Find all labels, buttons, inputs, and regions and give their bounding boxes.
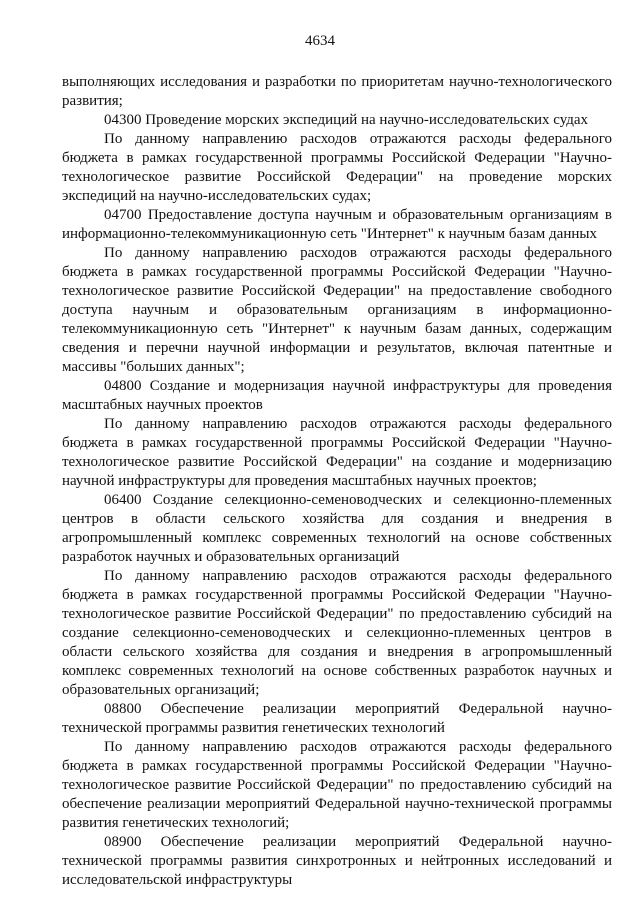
expense-code-04300: 04300 Проведение морских экспедиций на научно-исследовательских судах (104, 112, 589, 128)
expense-code-08800: 08800 Обеспечение реализации мероприятий Федеральной научно-технической программы развития генетических технологий (62, 701, 612, 736)
expense-description-06400: По данному направлению расходов отражаются расходы федерального бюджета в рамках государственной программы Российской Федерации "Научно-технологическое развитие Российской Федерации" по предоставлению субсидий на создание селекционно-семеноводческих и селекционно-племенных центров в области сельского хозяйства для создания и внедрения в агропромышленный комплекс современных технологий на основе собственных разработок научных и образовательных организаций; (62, 568, 612, 698)
expense-description-04300: По данному направлению расходов отражаются расходы федерального бюджета в рамках государственной программы Российской Федерации "Научно-технологическое развитие Российской Федерации" на проведение морских экспедиций на научно-исследовательских судах; (62, 131, 612, 204)
expense-description-04800: По данному направлению расходов отражаются расходы федерального бюджета в рамках государственной программы Российской Федерации "Научно-технологическое развитие Российской Федерации" на создание и модернизацию научной инфраструктуры для проведения масштабных научных проектов; (62, 416, 612, 489)
expense-code-04700: 04700 Предоставление доступа научным и образовательным организациям в информационно-телекоммуникационную сеть "Интернет" к научным базам данных (62, 207, 612, 242)
document-body (62, 73, 612, 890)
expense-code-04800: 04800 Создание и модернизация научной инфраструктуры для проведения масштабных научных проектов (62, 378, 612, 413)
page-number: 4634 (305, 33, 335, 49)
expense-description-04700: По данному направлению расходов отражаются расходы федерального бюджета в рамках государственной программы Российской Федерации "Научно-технологическое развитие Российской Федерации" на предоставление свободного доступа научным и образовательным организациям в информационно-телекоммуникационную сеть "Интернет" к научным базам данных, содержащим сведения и перечни научной информации и результатов, включая патентные и массивы "больших данных"; (62, 245, 612, 375)
expense-code-06400: 06400 Создание селекционно-семеноводческих и селекционно-племенных центров в области сельского хозяйства для создания и внедрения в агропромышленный комплекс современных технологий на основе собственных разработок научных и образовательных организаций (62, 492, 612, 565)
expense-description-08800: По данному направлению расходов отражаются расходы федерального бюджета в рамках государственной программы Российской Федерации "Научно-технологическое развитие Российской Федерации" по предоставлению субсидий на обеспечение реализации мероприятий Федеральной научно-технической программы развития генетических технологий; (62, 739, 612, 831)
expense-code-08900: 08900 Обеспечение реализации мероприятий Федеральной научно-технической программы развития синхротронных и нейтронных исследований и исследовательской инфраструктуры (62, 834, 612, 888)
paragraph-continuation: выполняющих исследования и разработки по приоритетам научно-технологического развития; (62, 74, 612, 109)
